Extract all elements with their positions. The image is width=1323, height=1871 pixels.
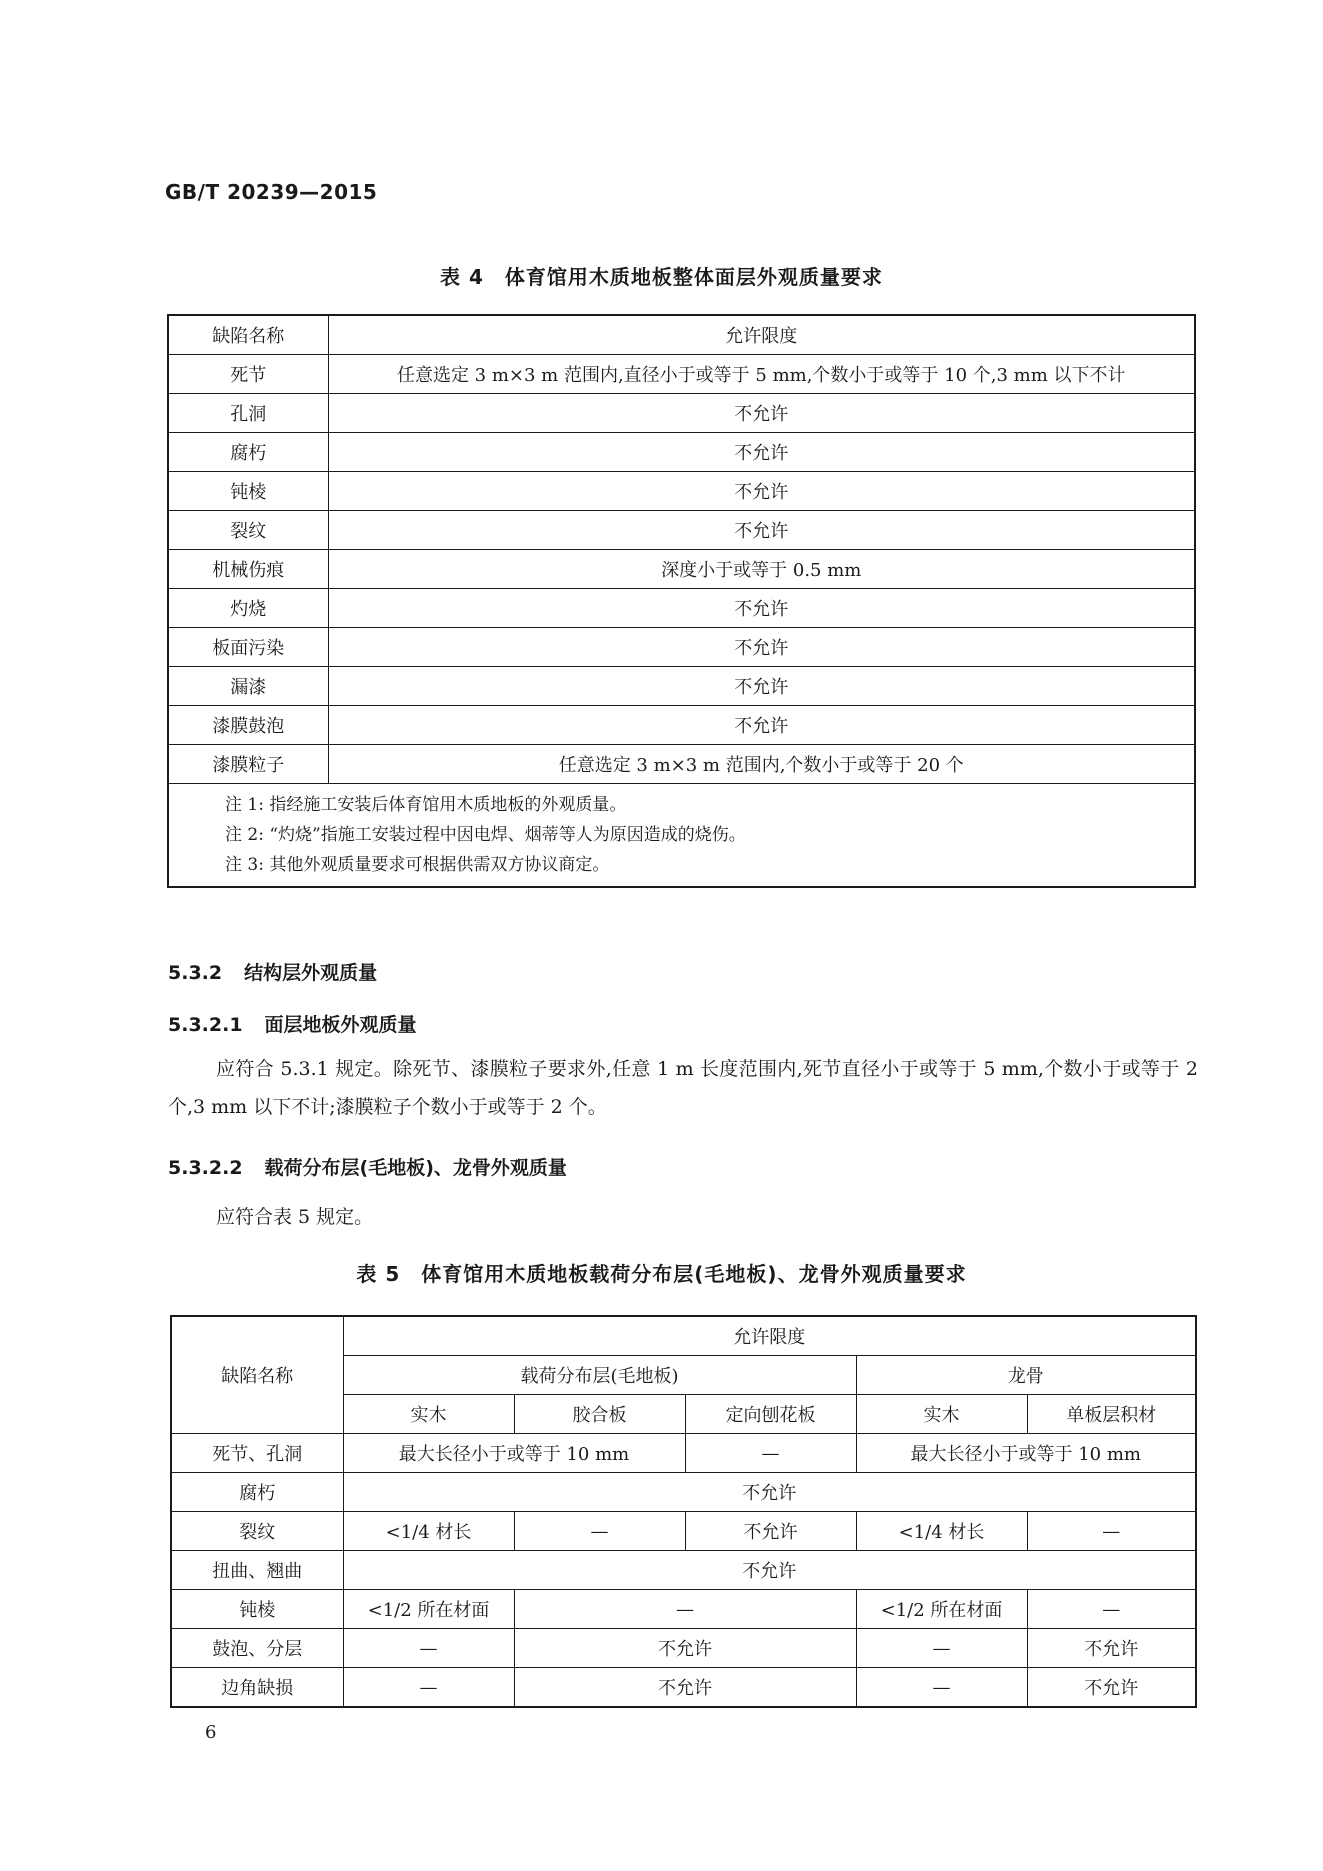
limit-value: — bbox=[343, 1629, 514, 1668]
limit-value: 深度小于或等于 0.5 mm bbox=[328, 550, 1195, 589]
defect-name: 死节、孔洞 bbox=[171, 1434, 343, 1473]
limit-value: 不允许 bbox=[514, 1668, 856, 1708]
defect-name: 机械伤痕 bbox=[168, 550, 328, 589]
limit-value: 不允许 bbox=[328, 511, 1195, 550]
limit-value: — bbox=[1027, 1590, 1196, 1629]
limit-value: <1/2 所在材面 bbox=[343, 1590, 514, 1629]
header-lvl: 单板层积材 bbox=[1027, 1395, 1196, 1434]
limit-value: 不允许 bbox=[328, 706, 1195, 745]
defect-name: 裂纹 bbox=[168, 511, 328, 550]
table-row bbox=[171, 1629, 1196, 1668]
limit-value: <1/4 材长 bbox=[343, 1512, 514, 1551]
limit-value: 不允许 bbox=[328, 589, 1195, 628]
header-group-joist: 龙骨 bbox=[856, 1356, 1196, 1395]
limit-value: 不允许 bbox=[1027, 1668, 1196, 1708]
defect-name: 钝棱 bbox=[171, 1590, 343, 1629]
limit-value: 不允许 bbox=[328, 667, 1195, 706]
table-row bbox=[168, 472, 1195, 511]
defect-name: 边角缺损 bbox=[171, 1668, 343, 1708]
limit-value: — bbox=[514, 1590, 856, 1629]
defect-name: 扭曲、翘曲 bbox=[171, 1551, 343, 1590]
body-paragraph: 应符合 5.3.1 规定。除死节、漆膜粒子要求外,任意 1 m 长度范围内,死节直径小于或等于 5 mm,个数小于或等于 2 个,3 mm 以下不计;漆膜粒子个数小于或等于 2 个。 bbox=[168, 1058, 1198, 1118]
limit-value: 不允许 bbox=[328, 433, 1195, 472]
table-row bbox=[168, 433, 1195, 472]
limit-value: 不允许 bbox=[328, 394, 1195, 433]
table-row bbox=[171, 1668, 1196, 1708]
header-defect: 缺陷名称 bbox=[171, 1316, 343, 1434]
defect-name: 漆膜鼓泡 bbox=[168, 706, 328, 745]
table5 bbox=[170, 1315, 1197, 1708]
section-number: 5.3.2.1 bbox=[168, 1014, 243, 1036]
section-title: 结构层外观质量 bbox=[244, 962, 378, 984]
header-group-subfloor: 载荷分布层(毛地板) bbox=[343, 1356, 856, 1395]
defect-name: 鼓泡、分层 bbox=[171, 1629, 343, 1668]
table-row bbox=[171, 1512, 1196, 1551]
standard-number: GB/T 20239—2015 bbox=[165, 180, 378, 204]
table-row bbox=[168, 589, 1195, 628]
header-defect: 缺陷名称 bbox=[168, 315, 328, 355]
limit-value: 不允许 bbox=[514, 1629, 856, 1668]
limit-value: 不允许 bbox=[1027, 1629, 1196, 1668]
table-note: 注 3: 其他外观质量要求可根据供需双方协议商定。 bbox=[225, 855, 610, 875]
header-limit: 允许限度 bbox=[343, 1316, 1196, 1356]
limit-value: 不允许 bbox=[343, 1551, 1196, 1590]
header-subfloor-solid: 实木 bbox=[343, 1395, 514, 1434]
limit-value: 最大长径小于或等于 10 mm bbox=[856, 1434, 1196, 1473]
defect-name: 腐朽 bbox=[171, 1473, 343, 1512]
body-paragraph: 应符合表 5 规定。 bbox=[216, 1206, 374, 1228]
header-osb: 定向刨花板 bbox=[685, 1395, 856, 1434]
limit-value: 不允许 bbox=[685, 1512, 856, 1551]
page-number: 6 bbox=[205, 1722, 217, 1743]
limit-value: — bbox=[1027, 1512, 1196, 1551]
limit-value: 不允许 bbox=[328, 472, 1195, 511]
table-row bbox=[171, 1434, 1196, 1473]
table-row bbox=[168, 394, 1195, 433]
table4 bbox=[167, 314, 1196, 888]
table-row bbox=[168, 355, 1195, 394]
table-row bbox=[168, 550, 1195, 589]
header-joist-solid: 实木 bbox=[856, 1395, 1027, 1434]
limit-value: 任意选定 3 m×3 m 范围内,直径小于或等于 5 mm,个数小于或等于 10 个,3 mm 以下不计 bbox=[328, 355, 1195, 394]
limit-value: — bbox=[343, 1668, 514, 1708]
limit-value: 任意选定 3 m×3 m 范围内,个数小于或等于 20 个 bbox=[328, 745, 1195, 784]
defect-name: 裂纹 bbox=[171, 1512, 343, 1551]
defect-name: 漏漆 bbox=[168, 667, 328, 706]
table-row bbox=[168, 745, 1195, 784]
header-plywood: 胶合板 bbox=[514, 1395, 685, 1434]
table-row bbox=[171, 1590, 1196, 1629]
defect-name: 钝棱 bbox=[168, 472, 328, 511]
defect-name: 灼烧 bbox=[168, 589, 328, 628]
notes-row bbox=[168, 784, 1195, 888]
limit-value: 不允许 bbox=[328, 628, 1195, 667]
section-heading bbox=[168, 958, 377, 985]
section-number: 5.3.2 bbox=[168, 962, 223, 984]
defect-name: 腐朽 bbox=[168, 433, 328, 472]
table-notes bbox=[168, 784, 1195, 888]
defect-name: 孔洞 bbox=[168, 394, 328, 433]
defect-name: 板面污染 bbox=[168, 628, 328, 667]
limit-value: 不允许 bbox=[343, 1473, 1196, 1512]
section-heading bbox=[168, 1153, 567, 1180]
section-title: 面层地板外观质量 bbox=[264, 1014, 417, 1036]
table-row bbox=[171, 1551, 1196, 1590]
limit-value: 最大长径小于或等于 10 mm bbox=[343, 1434, 685, 1473]
defect-name: 漆膜粒子 bbox=[168, 745, 328, 784]
table-row bbox=[171, 1473, 1196, 1512]
table-row bbox=[168, 511, 1195, 550]
defect-name: 死节 bbox=[168, 355, 328, 394]
section-number: 5.3.2.2 bbox=[168, 1157, 243, 1179]
table-row bbox=[168, 628, 1195, 667]
limit-value: — bbox=[685, 1434, 856, 1473]
table5-caption: 表 5 体育馆用木质地板载荷分布层(毛地板)、龙骨外观质量要求 bbox=[356, 1262, 967, 1286]
limit-value: <1/4 材长 bbox=[856, 1512, 1027, 1551]
limit-value: — bbox=[514, 1512, 685, 1551]
limit-value: — bbox=[856, 1668, 1027, 1708]
table-row bbox=[168, 667, 1195, 706]
limit-value: — bbox=[856, 1629, 1027, 1668]
table-note: 注 2: “灼烧”指施工安装过程中因电焊、烟蒂等人为原因造成的烧伤。 bbox=[225, 825, 746, 845]
header-limit: 允许限度 bbox=[328, 315, 1195, 355]
table-note: 注 1: 指经施工安装后体育馆用木质地板的外观质量。 bbox=[225, 795, 627, 815]
table-header-row bbox=[171, 1316, 1196, 1356]
limit-value: <1/2 所在材面 bbox=[856, 1590, 1027, 1629]
section-title: 载荷分布层(毛地板)、龙骨外观质量 bbox=[264, 1157, 567, 1179]
table4-caption: 表 4 体育馆用木质地板整体面层外观质量要求 bbox=[440, 265, 883, 289]
table-row bbox=[168, 706, 1195, 745]
table-header-row bbox=[168, 315, 1195, 355]
section-heading bbox=[168, 1010, 417, 1037]
